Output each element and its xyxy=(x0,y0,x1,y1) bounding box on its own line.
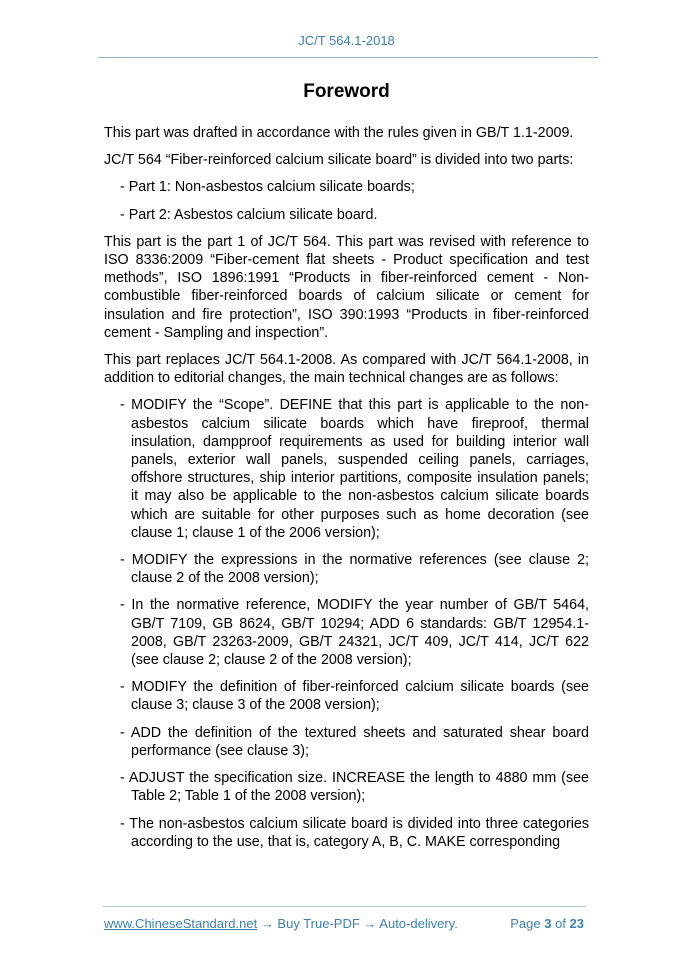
list-item-change: - The non-asbestos calcium silicate board is divided into three categories according to the use, that is, category A, B, C. MAKE corresponding xyxy=(120,815,589,850)
document-body xyxy=(104,124,589,860)
page-of-label: of xyxy=(555,916,566,931)
page-label: Page xyxy=(510,916,541,931)
list-item-change: - ADJUST the specification size. INCREASE the length to 4880 mm (see Table 2; Table 1 of the 2008 version); xyxy=(120,770,589,805)
list-item-change: - In the normative reference, MODIFY the year number of GB/T 5464, GB/T 7109, GB 8624, GB/T 10294; ADD 6 standards: GB/T 12954.1-2008, GB/T 23263-2009, GB/T 24321, JC/T 409, JC/T 414, JC/T 622 (see clause 2; clause 2 of the 2008 version); xyxy=(120,597,589,669)
document-id-header: JC/T 564.1-2018 xyxy=(298,33,395,48)
footer-divider xyxy=(103,906,586,907)
paragraph-drafting-rules: This part was drafted in accordance with the rules given in GB/T 1.1-2009. xyxy=(104,125,574,141)
list-item-change: - MODIFY the expressions in the normative references (see clause 2; clause 2 of the 2008 version); xyxy=(120,552,589,587)
list-item-part: - Part 2: Asbestos calcium silicate board. xyxy=(120,206,378,223)
list-item-change: - MODIFY the definition of fiber-reinforced calcium silicate boards (see clause 3; clause 3 of the 2008 version); xyxy=(120,679,589,714)
paragraph-references: This part is the part 1 of JC/T 564. This part was revised with reference to ISO 8336:2009 “Fiber-cement flat sheets - Product specification and test methods”, ISO 1896:1991 “Products in fiber-reinforced cement - Non-combustible fiber-reinforced boards of calcium silicate or cement for insulation and fire protection”, ISO 390:1993 “Products in fiber-reinforced cement - Sampling and inspection”. xyxy=(104,233,589,341)
page-indicator xyxy=(510,916,584,931)
page-current: 3 xyxy=(544,916,552,931)
website-link[interactable]: www.ChineseStandard.net xyxy=(104,916,258,931)
list-item-part: - Part 1: Non-asbestos calcium silicate boards; xyxy=(120,179,415,196)
page-total: 23 xyxy=(569,916,584,931)
list-item-change: - MODIFY the “Scope”. DEFINE that this part is applicable to the non-asbestos calcium silicate boards which have fireproof, thermal insulation, dampproof requirements as used for building interior wall panels, exterior wall panels, suspended ceiling panels, carriages, offshore structures, ship interior partitions, composite insulation panels; it may also be applicable to the non-asbestos calcium silicate boards which are suitable for other purposes such as home decoration (see clause 1; clause 1 of the 2006 version); xyxy=(120,397,589,541)
page-title: Foreword xyxy=(303,81,390,102)
list-item-change: - ADD the definition of the textured sheets and saturated shear board performance (see clause 3); xyxy=(120,724,589,759)
footer-tagline: → Buy True-PDF → Auto-delivery. xyxy=(257,916,458,931)
footer xyxy=(104,916,584,931)
header-divider xyxy=(98,57,598,58)
paragraph-replaces: This part replaces JC/T 564.1-2008. As compared with JC/T 564.1-2008, in addition to editorial changes, the main technical changes are as follows: xyxy=(104,352,589,387)
paragraph-parts-intro: JC/T 564 “Fiber-reinforced calcium silicate board” is divided into two parts: xyxy=(104,152,574,169)
